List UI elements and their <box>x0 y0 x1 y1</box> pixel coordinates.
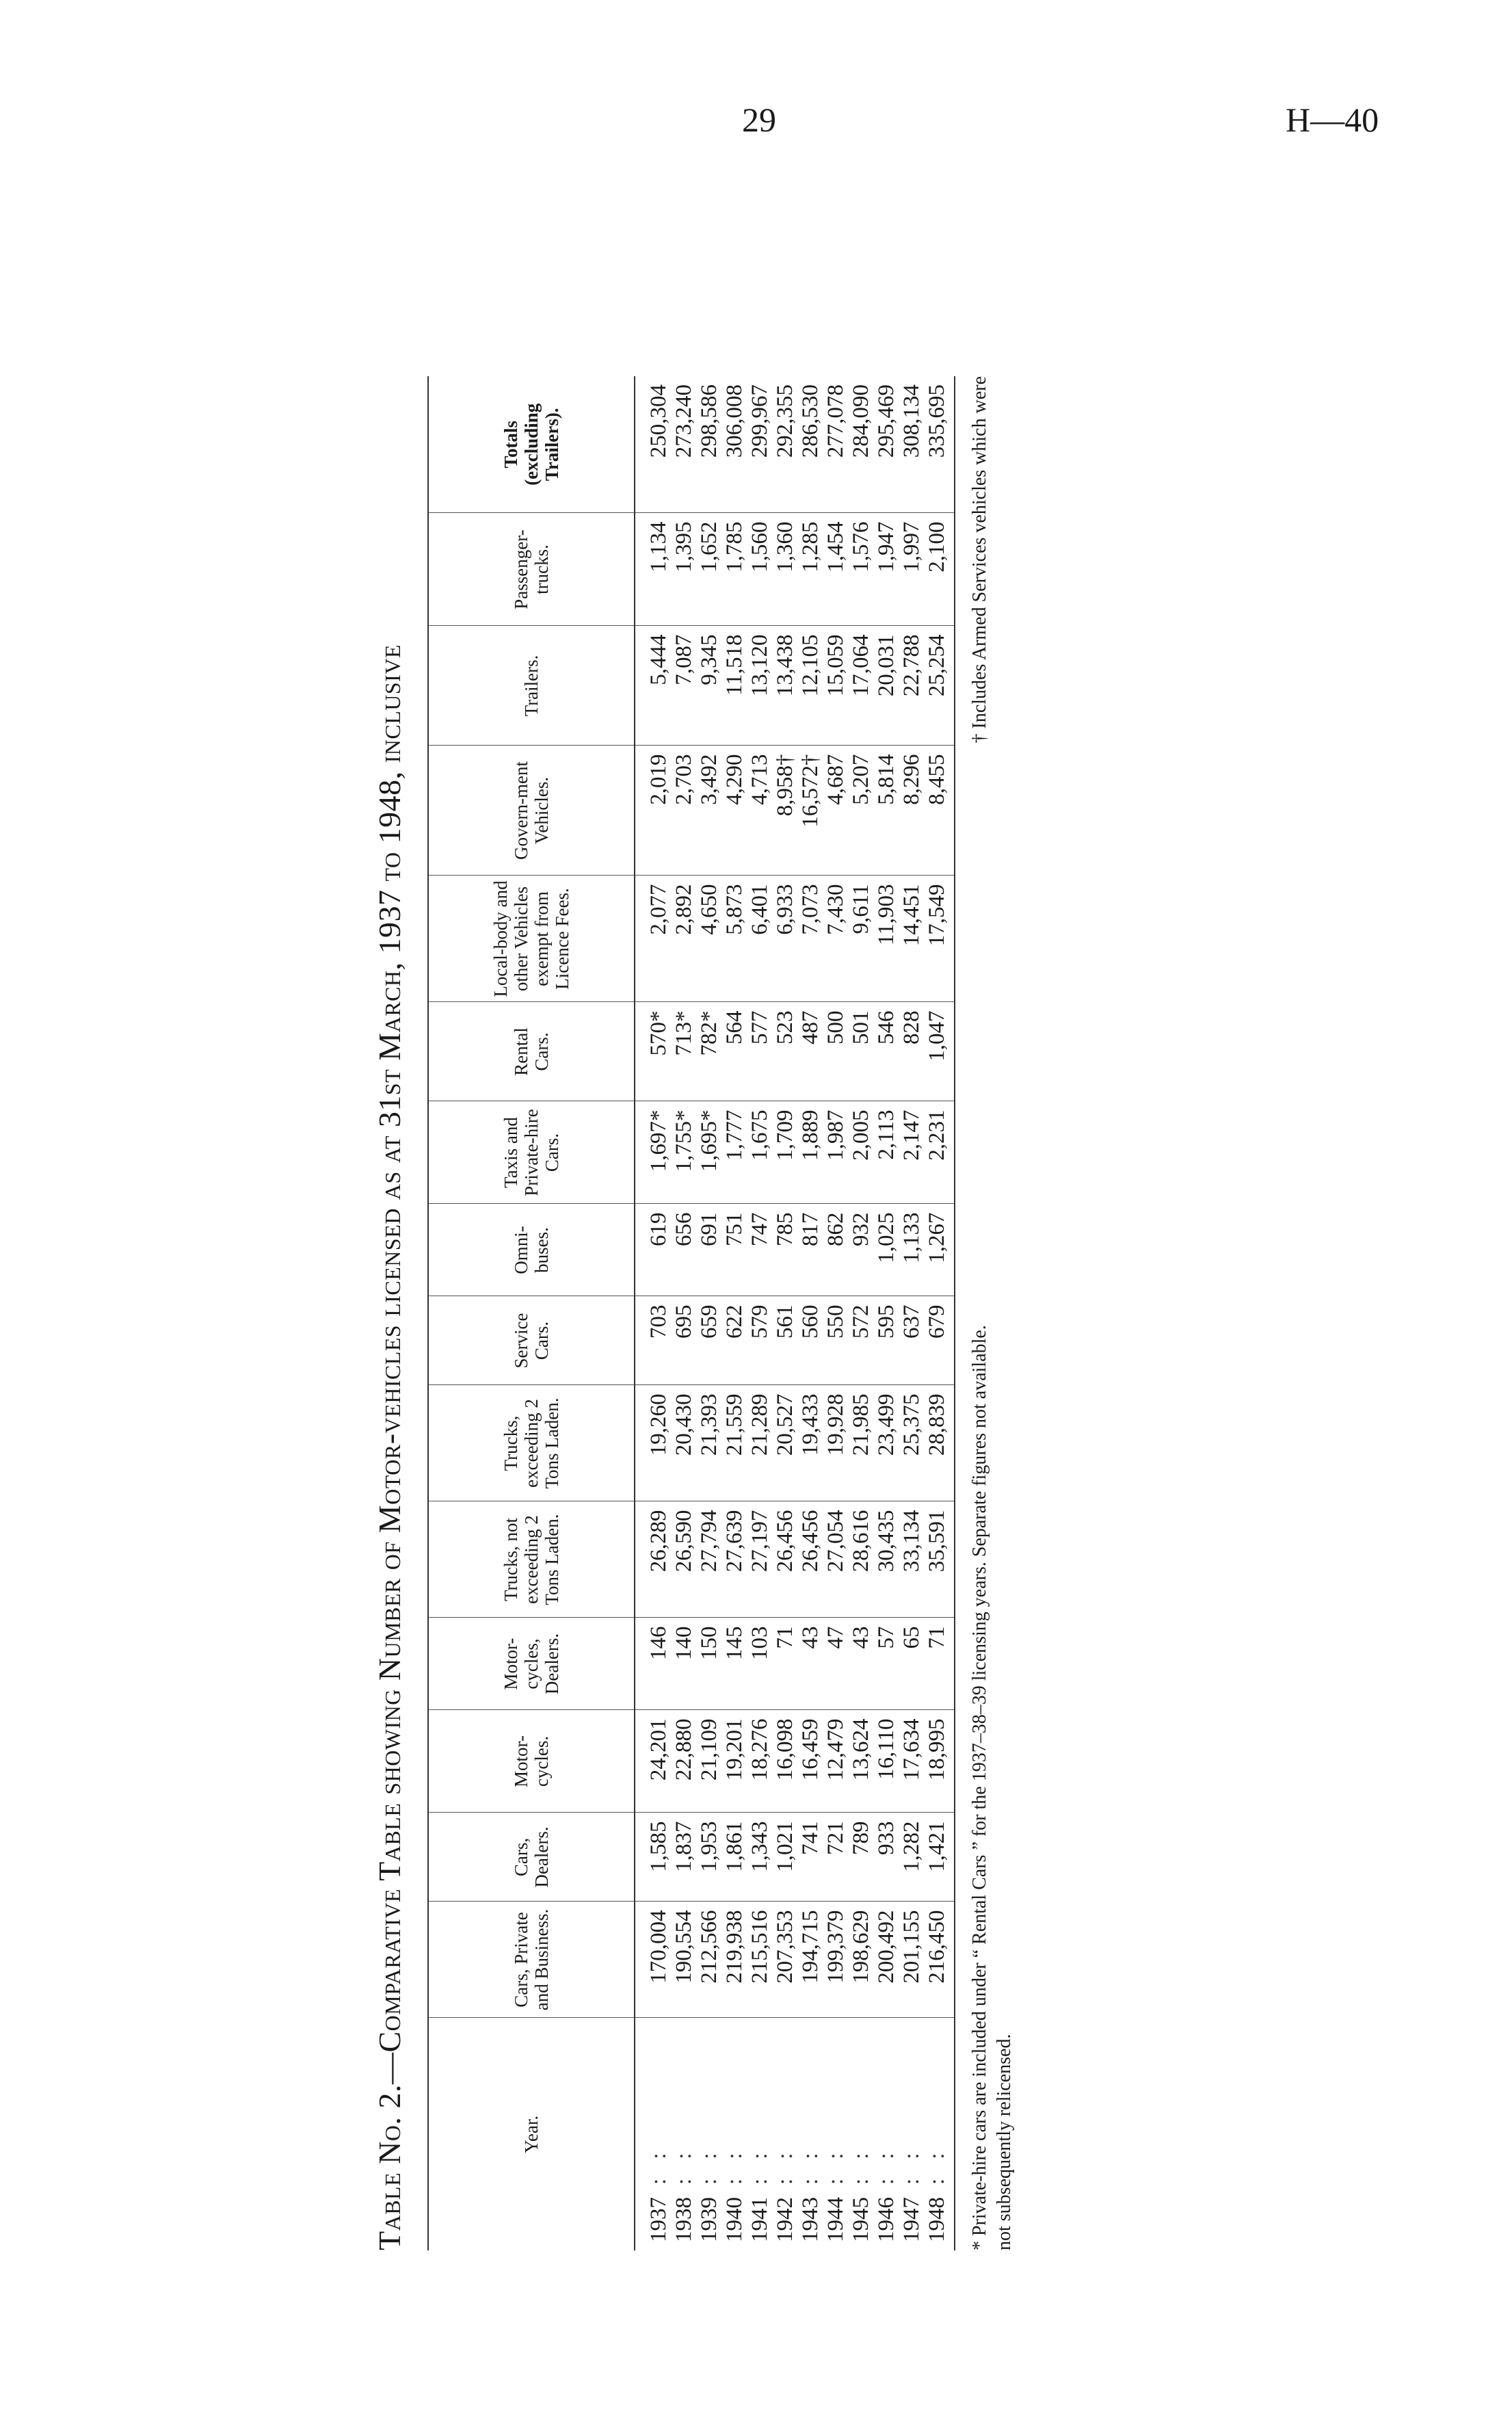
year-cell <box>849 2018 874 2250</box>
table-cell: 200,492 <box>874 1902 899 2018</box>
table-cell: 21,109 <box>697 1710 722 1813</box>
table-cell: 1,953 <box>697 1813 722 1902</box>
table-cell: 5,444 <box>635 626 672 746</box>
table-cell: 27,794 <box>697 1501 722 1618</box>
table-cell: 828 <box>899 1002 925 1101</box>
table-cell: 1,889 <box>798 1101 823 1204</box>
table-cell: 1,560 <box>747 513 773 626</box>
table-cell: 16,098 <box>773 1710 798 1813</box>
table-cell: 21,559 <box>722 1385 747 1501</box>
table-cell: 28,839 <box>925 1385 955 1501</box>
table-cell: 595 <box>874 1296 899 1385</box>
table-cell: 18,995 <box>925 1710 955 1813</box>
table-cell: 1,047 <box>925 1002 955 1101</box>
table-row <box>635 376 672 2250</box>
table-cell: 28,616 <box>849 1501 874 1618</box>
table-cell: 570* <box>635 1002 672 1101</box>
leader-dots: : : <box>646 2146 671 2185</box>
table-cell: 26,456 <box>773 1501 798 1618</box>
year-value: 1942 <box>773 2197 797 2242</box>
table-cell: 4,290 <box>722 746 747 876</box>
table-cell: 1,987 <box>823 1101 849 1204</box>
table-cell: 8,455 <box>925 746 955 876</box>
table-cell: 19,201 <box>722 1710 747 1813</box>
table-row <box>773 376 798 2250</box>
year-value: 1938 <box>672 2197 696 2242</box>
year-cell <box>925 2018 955 2250</box>
leader-dots: : : <box>773 2146 797 2185</box>
year-cell <box>874 2018 899 2250</box>
year-cell <box>697 2018 722 2250</box>
table-cell: 6,933 <box>773 876 798 1002</box>
table-cell: 190,554 <box>672 1902 697 2018</box>
table-cell: 2,147 <box>899 1101 925 1204</box>
table-cell: 1,267 <box>925 1204 955 1296</box>
table-cell: 2,113 <box>874 1101 899 1204</box>
table-cell: 1,360 <box>773 513 798 626</box>
table-cell: 17,634 <box>899 1710 925 1813</box>
table-cell: 579 <box>747 1296 773 1385</box>
table-cell: 741 <box>798 1813 823 1902</box>
table-cell: 12,105 <box>798 626 823 746</box>
table-cell: 16,459 <box>798 1710 823 1813</box>
footnote-armed-services: † Includes Armed Services vehicles which were <box>969 376 990 744</box>
table-cell: 500 <box>823 1002 849 1101</box>
table-body <box>635 376 955 2250</box>
table-cell: 22,788 <box>899 626 925 746</box>
table-cell: 933 <box>874 1813 899 1902</box>
table-cell: 546 <box>874 1002 899 1101</box>
table-cell: 656 <box>672 1204 697 1296</box>
table-cell: 691 <box>697 1204 722 1296</box>
table-header-row <box>428 376 635 2250</box>
table-cell: 2,892 <box>672 876 697 1002</box>
leader-dots: : : <box>798 2146 823 2185</box>
col-header-exempt-vehicles: Local-body and other Vehicles exempt from Licence Fees. <box>428 876 635 1002</box>
table-cell: 17,549 <box>925 876 955 1002</box>
table-cell: 26,289 <box>635 1501 672 1618</box>
table-cell: 721 <box>823 1813 849 1902</box>
leader-dots: : : <box>697 2146 721 2185</box>
table-cell: 19,928 <box>823 1385 849 1501</box>
table-cell: 27,054 <box>823 1501 849 1618</box>
leader-dots: : : <box>899 2146 924 2185</box>
table-cell: 5,873 <box>722 876 747 1002</box>
table-cell: 2,077 <box>635 876 672 1002</box>
table-row <box>747 376 773 2250</box>
col-header-motor-cycles: Motor-cycles. <box>428 1710 635 1813</box>
table-cell: 27,639 <box>722 1501 747 1618</box>
year-value: 1943 <box>798 2197 823 2242</box>
table-cell: 20,527 <box>773 1385 798 1501</box>
table-cell: 43 <box>849 1618 874 1710</box>
table-cell: 782* <box>697 1002 722 1101</box>
table-cell: 277,078 <box>823 376 849 513</box>
table-cell: 298,586 <box>697 376 722 513</box>
table-cell: 13,438 <box>773 626 798 746</box>
table-cell: 295,469 <box>874 376 899 513</box>
table-cell: 198,629 <box>849 1902 874 2018</box>
table-cell: 216,450 <box>925 1902 955 2018</box>
table-cell: 1,837 <box>672 1813 697 1902</box>
table-cell: 71 <box>925 1618 955 1710</box>
table-cell: 25,254 <box>925 626 955 746</box>
table-cell: 622 <box>722 1296 747 1385</box>
table-cell: 19,260 <box>635 1385 672 1501</box>
table-row <box>722 376 747 2250</box>
table-cell: 299,967 <box>747 376 773 513</box>
leader-dots: : : <box>672 2146 696 2185</box>
table-cell: 1,133 <box>899 1204 925 1296</box>
table-cell: 146 <box>635 1618 672 1710</box>
table-cell: 21,393 <box>697 1385 722 1501</box>
table-cell: 12,479 <box>823 1710 849 1813</box>
table-cell: 3,492 <box>697 746 722 876</box>
footnote-private-hire: * Private-hire cars are included under “ Rental Cars ” for the 1937–38–39 licensing years. Separate figures not available. <box>969 1325 990 2250</box>
table-row <box>823 376 849 2250</box>
leader-dots: : : <box>823 2146 848 2185</box>
table-row <box>849 376 874 2250</box>
table-cell: 20,430 <box>672 1385 697 1501</box>
table-cell: 33,134 <box>899 1501 925 1618</box>
table-cell: 219,938 <box>722 1902 747 2018</box>
year-value: 1945 <box>849 2197 873 2242</box>
motor-vehicles-table <box>427 376 955 2250</box>
footnote-continuation: not subsequently relicensed. <box>994 2034 1015 2250</box>
table-cell: 11,903 <box>874 876 899 1002</box>
table-cell: 6,401 <box>747 876 773 1002</box>
year-cell <box>747 2018 773 2250</box>
table-cell: 695 <box>672 1296 697 1385</box>
table-cell: 16,572† <box>798 746 823 876</box>
table-row <box>925 376 955 2250</box>
table-cell: 199,379 <box>823 1902 849 2018</box>
table-cell: 5,207 <box>849 746 874 876</box>
table-cell: 4,687 <box>823 746 849 876</box>
col-header-rental-cars: Rental Cars. <box>428 1002 635 1101</box>
table-cell: 747 <box>747 1204 773 1296</box>
table-cell: 335,695 <box>925 376 955 513</box>
table-cell: 785 <box>773 1204 798 1296</box>
table-cell: 201,155 <box>899 1902 925 2018</box>
col-header-cars-dealers: Cars, Dealers. <box>428 1813 635 1902</box>
table-title-prefix: Table No. 2. <box>372 2084 407 2250</box>
year-cell <box>672 2018 697 2250</box>
table-cell: 207,353 <box>773 1902 798 2018</box>
table-cell: 1,134 <box>635 513 672 626</box>
table-cell: 789 <box>849 1813 874 1902</box>
table-cell: 7,087 <box>672 626 697 746</box>
table-cell: 26,456 <box>798 1501 823 1618</box>
table-cell: 1,777 <box>722 1101 747 1204</box>
table-cell: 1,755* <box>672 1101 697 1204</box>
table-cell: 145 <box>722 1618 747 1710</box>
table-cell: 572 <box>849 1296 874 1385</box>
year-cell <box>899 2018 925 2250</box>
table-cell: 2,005 <box>849 1101 874 1204</box>
table-cell: 1,697* <box>635 1101 672 1204</box>
leader-dots: : : <box>874 2146 899 2185</box>
year-cell <box>823 2018 849 2250</box>
rotated-table-block <box>359 198 1145 2250</box>
table-cell: 637 <box>899 1296 925 1385</box>
table-cell: 2,703 <box>672 746 697 876</box>
table-cell: 1,585 <box>635 1813 672 1902</box>
table-cell: 22,880 <box>672 1710 697 1813</box>
table-cell: 560 <box>798 1296 823 1385</box>
col-header-passenger-trucks: Passenger-trucks. <box>428 513 635 626</box>
table-cell: 487 <box>798 1002 823 1101</box>
col-header-trucks-large: Trucks, exceeding 2 Tons Laden. <box>428 1385 635 1501</box>
table-cell: 14,451 <box>899 876 925 1002</box>
table-cell: 9,611 <box>849 876 874 1002</box>
table-cell: 250,304 <box>635 376 672 513</box>
table-cell: 619 <box>635 1204 672 1296</box>
table-cell: 57 <box>874 1618 899 1710</box>
table-cell: 1,025 <box>874 1204 899 1296</box>
table-cell: 501 <box>849 1002 874 1101</box>
table-cell: 932 <box>849 1204 874 1296</box>
year-cell <box>635 2018 672 2250</box>
table-cell: 561 <box>773 1296 798 1385</box>
table-cell: 5,814 <box>874 746 899 876</box>
table-cell: 43 <box>798 1618 823 1710</box>
col-header-totals: Totals (excluding Trailers). <box>428 376 635 513</box>
col-header-trailers: Trailers. <box>428 626 635 746</box>
year-cell <box>722 2018 747 2250</box>
table-row <box>874 376 899 2250</box>
year-value: 1941 <box>747 2197 772 2242</box>
table-cell: 16,110 <box>874 1710 899 1813</box>
table-cell: 1,021 <box>773 1813 798 1902</box>
table-cell: 1,282 <box>899 1813 925 1902</box>
table-cell: 25,375 <box>899 1385 925 1501</box>
table-cell: 13,624 <box>849 1710 874 1813</box>
table-row <box>899 376 925 2250</box>
document-code: H—40 <box>1286 101 1379 139</box>
year-value: 1939 <box>697 2197 721 2242</box>
table-cell: 523 <box>773 1002 798 1101</box>
table-cell: 273,240 <box>672 376 697 513</box>
col-header-service-cars: Service Cars. <box>428 1296 635 1385</box>
leader-dots: : : <box>747 2146 772 2185</box>
leader-dots: : : <box>849 2146 873 2185</box>
table-cell: 18,276 <box>747 1710 773 1813</box>
table-cell: 659 <box>697 1296 722 1385</box>
table-cell: 713* <box>672 1002 697 1101</box>
table-cell: 194,715 <box>798 1902 823 2018</box>
col-header-year: Year. <box>428 2018 635 2250</box>
table-cell: 1,785 <box>722 513 747 626</box>
table-cell: 13,120 <box>747 626 773 746</box>
leader-dots: : : <box>722 2146 747 2185</box>
footnotes <box>968 376 1017 2250</box>
table-cell: 26,590 <box>672 1501 697 1618</box>
table-cell: 751 <box>722 1204 747 1296</box>
table-cell: 47 <box>823 1618 849 1710</box>
table-cell: 1,861 <box>722 1813 747 1902</box>
table-cell: 2,019 <box>635 746 672 876</box>
table-cell: 215,516 <box>747 1902 773 2018</box>
leader-dots: : : <box>925 2146 949 2185</box>
col-header-taxis: Taxis and Private-hire Cars. <box>428 1101 635 1204</box>
table-cell: 679 <box>925 1296 955 1385</box>
table-cell: 577 <box>747 1002 773 1101</box>
year-cell <box>798 2018 823 2250</box>
table-cell: 170,004 <box>635 1902 672 2018</box>
table-title <box>359 198 421 2250</box>
table-cell: 35,591 <box>925 1501 955 1618</box>
table-cell: 140 <box>672 1618 697 1710</box>
table-cell: 8,958† <box>773 746 798 876</box>
table-row <box>697 376 722 2250</box>
table-cell: 24,201 <box>635 1710 672 1813</box>
table-cell: 1,997 <box>899 513 925 626</box>
table-cell: 7,073 <box>798 876 823 1002</box>
table-cell: 284,090 <box>849 376 874 513</box>
table-cell: 703 <box>635 1296 672 1385</box>
table-cell: 21,985 <box>849 1385 874 1501</box>
table-cell: 817 <box>798 1204 823 1296</box>
col-header-omnibuses: Omni-buses. <box>428 1204 635 1296</box>
col-header-government-vehicles: Govern-ment Vehicles. <box>428 746 635 876</box>
table-cell: 20,031 <box>874 626 899 746</box>
table-cell: 23,499 <box>874 1385 899 1501</box>
table-cell: 4,650 <box>697 876 722 1002</box>
year-value: 1947 <box>899 2197 924 2242</box>
table-row <box>672 376 697 2250</box>
table-cell: 862 <box>823 1204 849 1296</box>
table-cell: 1,947 <box>874 513 899 626</box>
year-value: 1948 <box>925 2197 949 2242</box>
table-cell: 1,709 <box>773 1101 798 1204</box>
table-cell: 286,530 <box>798 376 823 513</box>
page-number: 29 <box>742 101 776 139</box>
col-header-motor-cycles-dealers: Motor-cycles, Dealers. <box>428 1618 635 1710</box>
table-cell: 4,713 <box>747 746 773 876</box>
table-cell: 1,675 <box>747 1101 773 1204</box>
table-cell: 9,345 <box>697 626 722 746</box>
table-cell: 15,059 <box>823 626 849 746</box>
year-value: 1944 <box>823 2197 848 2242</box>
table-cell: 1,576 <box>849 513 874 626</box>
table-cell: 306,008 <box>722 376 747 513</box>
year-value: 1937 <box>646 2197 671 2242</box>
year-value: 1940 <box>722 2197 747 2242</box>
table-cell: 19,433 <box>798 1385 823 1501</box>
table-cell: 1,652 <box>697 513 722 626</box>
table-cell: 550 <box>823 1296 849 1385</box>
col-header-trucks-small: Trucks, not exceeding 2 Tons Laden. <box>428 1501 635 1618</box>
table-cell: 2,100 <box>925 513 955 626</box>
table-cell: 308,134 <box>899 376 925 513</box>
year-value: 1946 <box>874 2197 899 2242</box>
table-cell: 564 <box>722 1002 747 1101</box>
col-header-cars-private: Cars, Private and Business. <box>428 1902 635 2018</box>
table-cell: 1,285 <box>798 513 823 626</box>
year-cell <box>773 2018 798 2250</box>
table-cell: 27,197 <box>747 1501 773 1618</box>
table-cell: 30,435 <box>874 1501 899 1618</box>
table-cell: 292,355 <box>773 376 798 513</box>
table-cell: 150 <box>697 1618 722 1710</box>
table-cell: 71 <box>773 1618 798 1710</box>
table-cell: 1,695* <box>697 1101 722 1204</box>
table-title-text: —Comparative Table showing Number of Motor-vehicles licensed as at 31st March, 1937 to 1948, inclusive <box>372 644 407 2085</box>
table-cell: 11,518 <box>722 626 747 746</box>
table-cell: 21,289 <box>747 1385 773 1501</box>
table-cell: 2,231 <box>925 1101 955 1204</box>
table-cell: 1,343 <box>747 1813 773 1902</box>
table-cell: 212,566 <box>697 1902 722 2018</box>
table-row <box>798 376 823 2250</box>
table-cell: 8,296 <box>899 746 925 876</box>
table-cell: 1,421 <box>925 1813 955 1902</box>
table-cell: 65 <box>899 1618 925 1710</box>
table-cell: 1,395 <box>672 513 697 626</box>
table-cell: 103 <box>747 1618 773 1710</box>
table-cell: 1,454 <box>823 513 849 626</box>
table-cell: 17,064 <box>849 626 874 746</box>
table-cell: 7,430 <box>823 876 849 1002</box>
